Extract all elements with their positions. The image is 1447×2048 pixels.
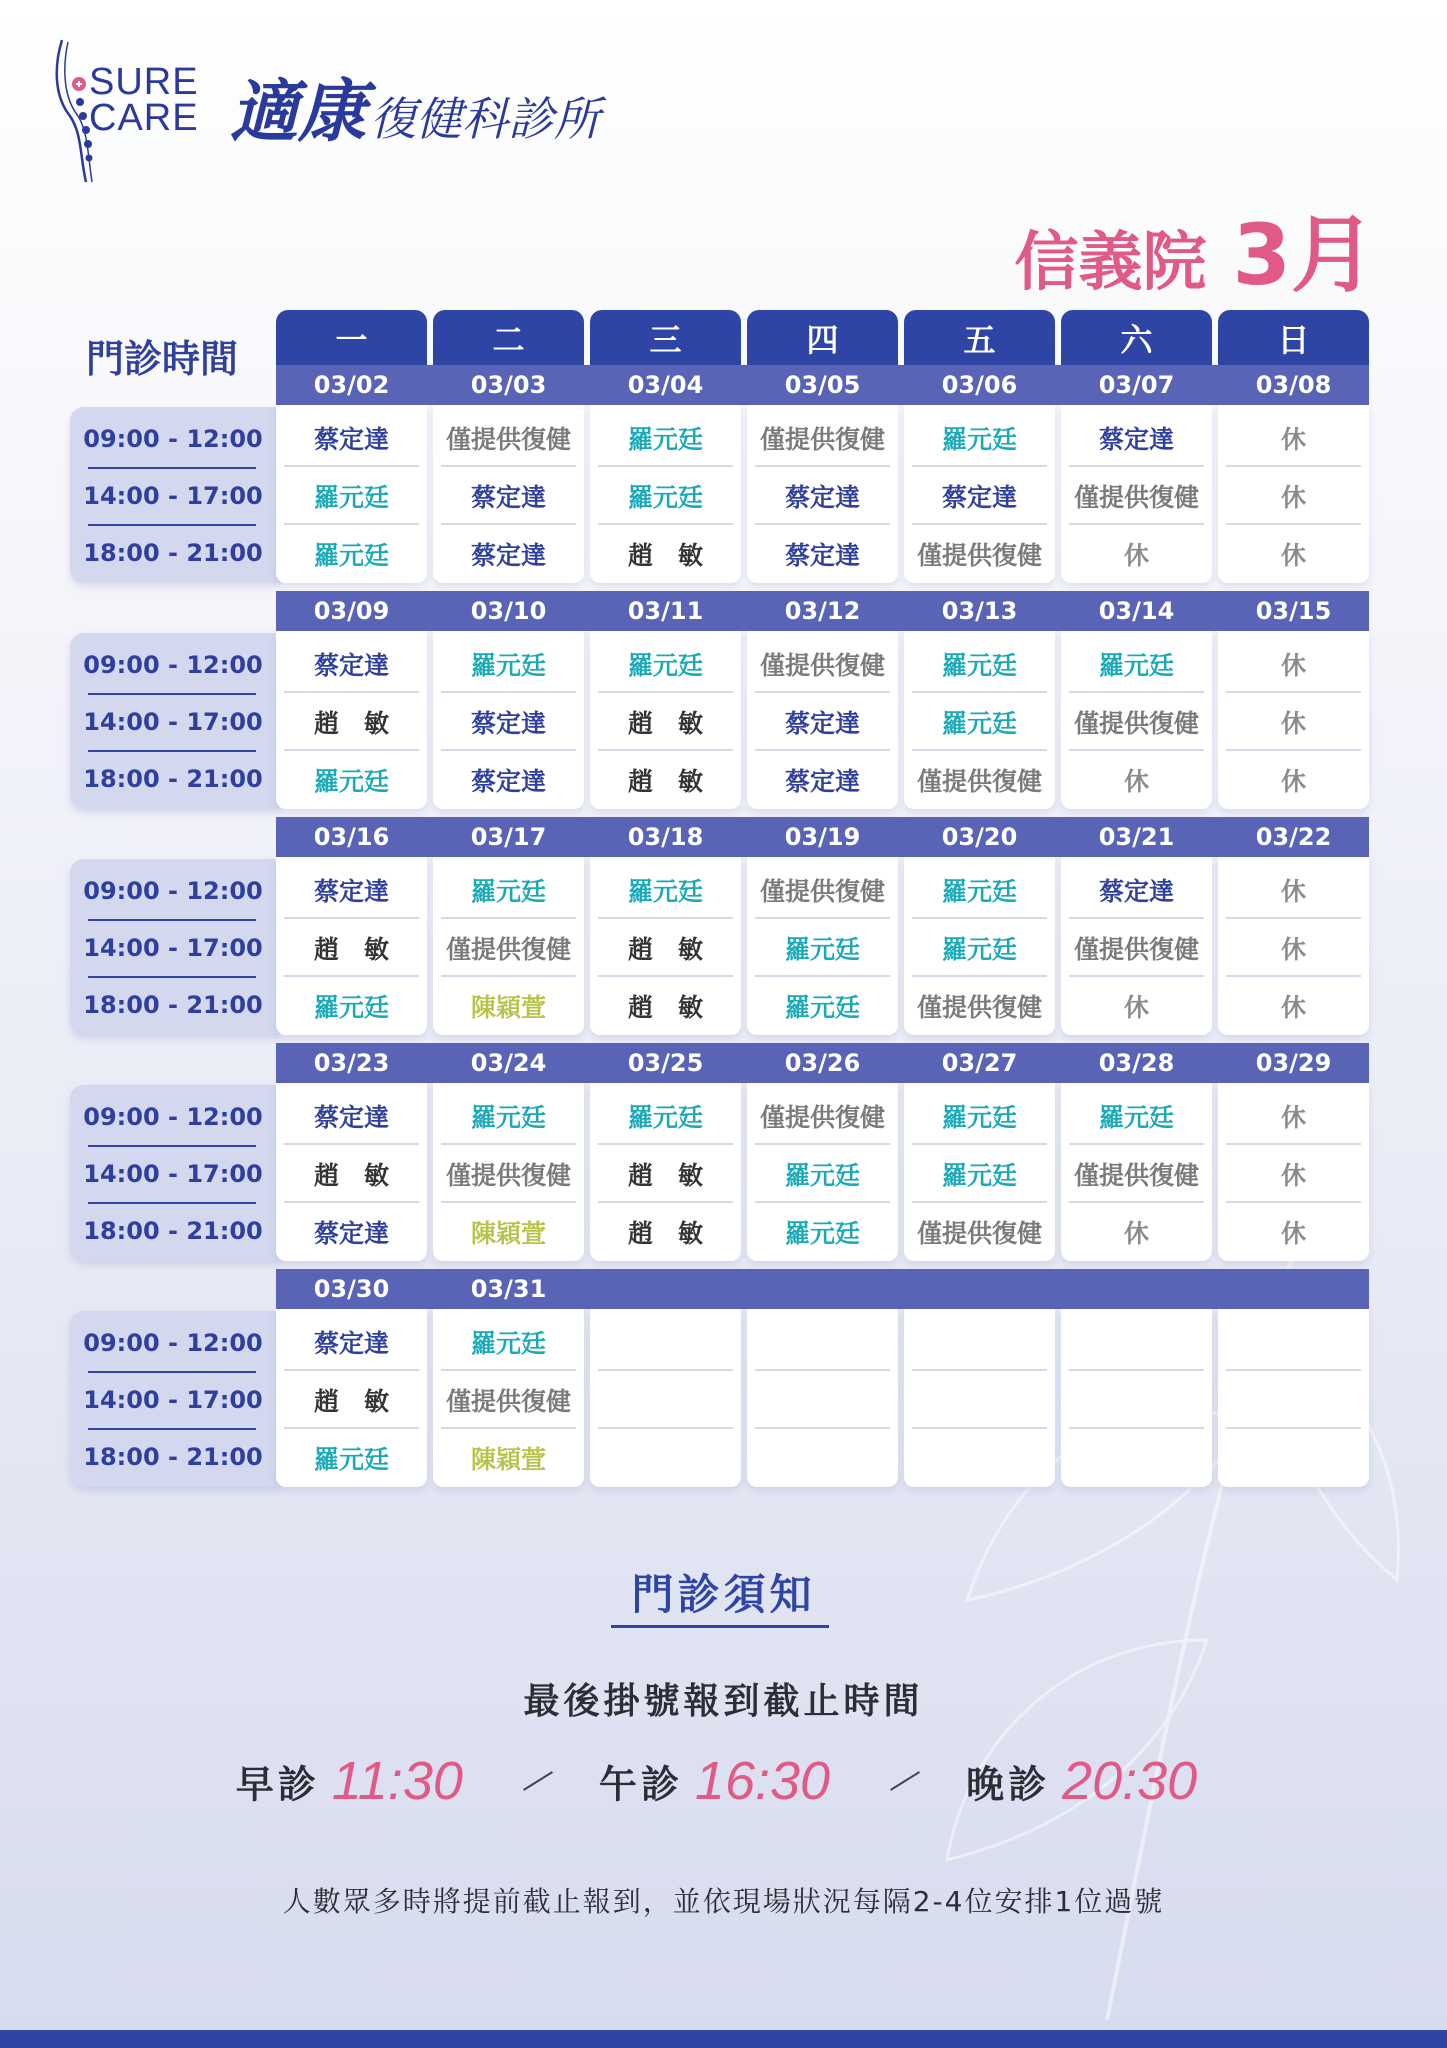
day-schedule-card xyxy=(1218,631,1369,809)
doctor-slot: 蔡定達 xyxy=(276,409,427,466)
date-cell: 03/09 xyxy=(313,597,390,625)
day-schedule-card xyxy=(1218,1083,1369,1261)
time-slot-label: 09:00 - 12:00 xyxy=(83,1328,263,1357)
date-cell xyxy=(747,1269,898,1309)
time-slot-label: 14:00 - 17:00 xyxy=(83,1159,263,1188)
notice-note: 人數眾多時將提前截止報到，並依現場狀況每隔2-4位安排1位過號 xyxy=(282,1885,1165,1918)
doctor-slot xyxy=(1218,1371,1369,1428)
weekday-header: 五 xyxy=(904,310,1055,365)
doctor-slot: 羅元廷 xyxy=(590,1087,741,1144)
doctor-slot xyxy=(1061,1429,1212,1486)
day-schedule-card xyxy=(1061,405,1212,583)
date-cell: 03/24 xyxy=(470,1049,547,1077)
day-schedule-card xyxy=(1061,1083,1212,1261)
doctor-slot: 羅元廷 xyxy=(904,919,1055,976)
day-schedule-card xyxy=(747,631,898,809)
doctor-slot: 僅提供復健 xyxy=(747,635,898,692)
notice-title: 門診須知 xyxy=(631,1570,816,1619)
day-schedule-card xyxy=(904,1309,1055,1487)
date-cell: 03/04 xyxy=(627,371,704,399)
doctor-slot: 羅元廷 xyxy=(1061,1087,1212,1144)
time-column xyxy=(70,859,280,1035)
day-schedule-card xyxy=(1218,857,1369,1035)
doctor-slot: 羅元廷 xyxy=(313,1444,389,1474)
doctor-slot: 休 xyxy=(1218,467,1369,524)
doctor-slot: 蔡定達 xyxy=(747,693,898,750)
doctor-slot: 羅元廷 xyxy=(590,467,741,524)
date-cell: 03/16 xyxy=(313,823,390,851)
date-cell: 03/27 xyxy=(941,1049,1018,1077)
doctor-slot: 羅元廷 xyxy=(747,1145,898,1202)
doctor-slot: 蔡定達 xyxy=(433,467,584,524)
evening-label: 晚診 xyxy=(966,1762,1051,1807)
doctor-slot xyxy=(1218,1313,1369,1370)
doctor-slot: 僅提供復健 xyxy=(433,409,584,466)
doctor-slot: 僅提供復健 xyxy=(433,1371,584,1428)
day-schedule-card xyxy=(590,405,741,583)
date-cell: 03/22 xyxy=(1255,823,1332,851)
cutoff-times xyxy=(0,1750,1447,1812)
date-cell: 03/18 xyxy=(627,823,704,851)
doctor-slot: 羅元廷 xyxy=(433,861,584,918)
doctor-slot: 蔡定達 xyxy=(1061,409,1212,466)
date-cell: 03/06 xyxy=(941,371,1018,399)
weekday-header: 日 xyxy=(1218,310,1369,365)
day-schedule-card xyxy=(276,857,427,1035)
logo-chinese xyxy=(230,58,600,155)
doctor-slot xyxy=(590,1313,741,1370)
day-schedule-card xyxy=(904,857,1055,1035)
evening-time: 20:30 xyxy=(1062,1751,1198,1811)
doctor-slot: 趙 敏 xyxy=(590,1145,741,1202)
doctor-slot: 僅提供復健 xyxy=(1061,467,1212,524)
date-cell xyxy=(904,1269,1055,1309)
date-cell: 03/23 xyxy=(313,1049,390,1077)
time-slot-label: 09:00 - 12:00 xyxy=(83,1102,263,1131)
doctor-slot xyxy=(904,1371,1055,1428)
date-cell: 03/10 xyxy=(470,597,547,625)
doctor-slot: 蔡定達 xyxy=(276,1313,427,1370)
doctor-slot: 羅元廷 xyxy=(313,540,389,570)
date-cell: 03/21 xyxy=(1098,823,1175,851)
weekday-header: 六 xyxy=(1061,310,1212,365)
weekday-header: 一 xyxy=(276,310,427,365)
time-slot-label: 09:00 - 12:00 xyxy=(83,876,263,905)
doctor-slot: 休 xyxy=(1218,1087,1369,1144)
doctor-slot xyxy=(1218,1429,1369,1486)
weekday-header: 四 xyxy=(747,310,898,365)
doctor-slot: 羅元廷 xyxy=(904,409,1055,466)
doctor-slot: 羅元廷 xyxy=(784,992,860,1022)
day-schedule-card xyxy=(747,1309,898,1487)
doctor-slot xyxy=(747,1429,898,1486)
day-schedule-card xyxy=(590,1309,741,1487)
doctor-slot: 休 xyxy=(1280,766,1306,796)
day-schedule-card xyxy=(747,857,898,1035)
time-slot-label: 18:00 - 21:00 xyxy=(83,1442,263,1471)
doctor-slot: 蔡定達 xyxy=(276,635,427,692)
doctor-slot: 趙 敏 xyxy=(276,693,427,750)
day-schedule-card xyxy=(590,1083,741,1261)
doctor-slot: 蔡定達 xyxy=(276,1087,427,1144)
doctor-slot xyxy=(590,1429,741,1486)
date-cell: 03/05 xyxy=(784,371,861,399)
doctor-slot: 趙 敏 xyxy=(276,919,427,976)
doctor-slot: 羅元廷 xyxy=(904,861,1055,918)
time-slot-label: 14:00 - 17:00 xyxy=(83,481,263,510)
doctor-slot: 羅元廷 xyxy=(433,1087,584,1144)
doctor-slot: 休 xyxy=(1218,409,1369,466)
date-row xyxy=(276,365,1369,405)
doctor-slot: 蔡定達 xyxy=(433,693,584,750)
date-cell: 03/11 xyxy=(627,597,704,625)
afternoon-time: 16:30 xyxy=(694,1751,831,1811)
doctor-slot: 趙 敏 xyxy=(276,1145,427,1202)
logo-en-line2: CARE xyxy=(89,97,199,139)
day-schedule-card xyxy=(1061,1309,1212,1487)
day-schedule-card xyxy=(433,1083,584,1261)
doctor-slot: 趙 敏 xyxy=(590,693,741,750)
doctor-slot: 僅提供復健 xyxy=(916,992,1042,1022)
day-schedule-card xyxy=(276,1309,427,1487)
doctor-slot: 羅元廷 xyxy=(590,409,741,466)
doctor-slot: 羅元廷 xyxy=(276,467,427,524)
doctor-slot xyxy=(1061,1371,1212,1428)
doctor-slot: 羅元廷 xyxy=(313,992,389,1022)
doctor-slot: 陳穎萱 xyxy=(470,1444,546,1474)
clinic-logo xyxy=(52,36,672,186)
branch-month: 3月 xyxy=(1232,206,1375,304)
doctor-slot: 羅元廷 xyxy=(590,635,741,692)
date-row xyxy=(276,591,1369,631)
logo-en-line1: SURE xyxy=(89,61,199,103)
date-cell: 03/26 xyxy=(784,1049,861,1077)
doctor-slot: 蔡定達 xyxy=(313,1218,389,1248)
time-column xyxy=(70,633,280,809)
afternoon-label: 午診 xyxy=(598,1762,683,1807)
day-schedule-card xyxy=(590,631,741,809)
doctor-slot: 休 xyxy=(1123,766,1149,796)
doctor-slot: 羅元廷 xyxy=(904,1145,1055,1202)
doctor-slot xyxy=(590,1371,741,1428)
doctor-slot: 休 xyxy=(1123,1218,1149,1248)
doctor-slot: 蔡定達 xyxy=(784,540,860,570)
doctor-slot: 僅提供復健 xyxy=(916,540,1042,570)
date-cell: 03/07 xyxy=(1098,371,1175,399)
day-schedule-card xyxy=(1218,1309,1369,1487)
day-schedule-card xyxy=(433,405,584,583)
time-column xyxy=(70,407,280,583)
date-cell: 03/14 xyxy=(1098,597,1175,625)
doctor-slot: 羅元廷 xyxy=(904,693,1055,750)
doctor-slot: 僅提供復健 xyxy=(747,861,898,918)
doctor-slot: 僅提供復健 xyxy=(433,1145,584,1202)
day-schedule-card xyxy=(747,405,898,583)
date-cell: 03/25 xyxy=(627,1049,704,1077)
doctor-slot: 羅元廷 xyxy=(904,1087,1055,1144)
date-cell: 03/29 xyxy=(1255,1049,1332,1077)
doctor-slot: 羅元廷 xyxy=(904,635,1055,692)
doctor-slot xyxy=(904,1313,1055,1370)
branch-name: 信義院 xyxy=(1014,226,1207,300)
doctor-slot: 蔡定達 xyxy=(1061,861,1212,918)
doctor-slot: 羅元廷 xyxy=(784,1218,860,1248)
date-cell: 03/02 xyxy=(313,371,390,399)
doctor-slot: 羅元廷 xyxy=(747,919,898,976)
time-slot-label: 18:00 - 21:00 xyxy=(83,538,263,567)
doctor-slot: 羅元廷 xyxy=(590,861,741,918)
day-schedule-card xyxy=(433,857,584,1035)
date-cell: 03/03 xyxy=(470,371,547,399)
doctor-slot xyxy=(747,1371,898,1428)
doctor-slot: 羅元廷 xyxy=(1061,635,1212,692)
bottom-bar xyxy=(0,2030,1447,2048)
time-column xyxy=(70,1311,280,1487)
doctor-slot: 蔡定達 xyxy=(276,861,427,918)
time-column xyxy=(70,1085,280,1261)
slash-divider xyxy=(890,1771,920,1791)
day-schedule-card xyxy=(1061,857,1212,1035)
logo-zh-big: 適康 xyxy=(230,72,367,152)
doctor-slot: 陳穎萱 xyxy=(470,992,546,1022)
doctor-slot: 休 xyxy=(1218,693,1369,750)
weekday-header: 二 xyxy=(433,310,584,365)
date-cell: 03/20 xyxy=(941,823,1018,851)
date-cell: 03/30 xyxy=(313,1275,390,1303)
weekday-header: 三 xyxy=(590,310,741,365)
doctor-slot: 休 xyxy=(1280,1218,1306,1248)
date-row xyxy=(276,817,1369,857)
date-cell: 03/17 xyxy=(470,823,547,851)
doctor-slot: 休 xyxy=(1218,919,1369,976)
time-slot-label: 18:00 - 21:00 xyxy=(83,1216,263,1245)
clinic-hours-label: 門診時間 xyxy=(86,337,239,381)
time-slot-label: 14:00 - 17:00 xyxy=(83,707,263,736)
doctor-slot: 僅提供復健 xyxy=(433,919,584,976)
date-cell xyxy=(590,1269,741,1309)
doctor-slot: 休 xyxy=(1123,992,1149,1022)
doctor-slot: 羅元廷 xyxy=(313,766,389,796)
date-cell: 03/28 xyxy=(1098,1049,1175,1077)
morning-label: 早診 xyxy=(235,1762,320,1807)
doctor-slot: 趙 敏 xyxy=(590,919,741,976)
time-slot-label: 14:00 - 17:00 xyxy=(83,933,263,962)
doctor-slot: 休 xyxy=(1218,861,1369,918)
doctor-slot: 趙 敏 xyxy=(276,1371,427,1428)
day-schedule-card xyxy=(276,1083,427,1261)
day-schedule-card xyxy=(276,631,427,809)
doctor-slot xyxy=(747,1313,898,1370)
doctor-slot: 陳穎萱 xyxy=(470,1218,546,1248)
doctor-slot: 趙 敏 xyxy=(627,766,703,796)
date-cell: 03/19 xyxy=(784,823,861,851)
date-cell: 03/13 xyxy=(941,597,1018,625)
doctor-slot: 蔡定達 xyxy=(904,467,1055,524)
doctor-slot: 蔡定達 xyxy=(470,540,546,570)
doctor-slot: 休 xyxy=(1123,540,1149,570)
doctor-slot: 休 xyxy=(1280,992,1306,1022)
date-cell xyxy=(1218,1269,1369,1309)
doctor-slot: 休 xyxy=(1280,540,1306,570)
time-slot-label: 09:00 - 12:00 xyxy=(83,424,263,453)
branch-title xyxy=(1015,188,1375,309)
logo-english xyxy=(89,61,199,139)
doctor-slot: 僅提供復健 xyxy=(747,1087,898,1144)
doctor-slot: 僅提供復健 xyxy=(1061,919,1212,976)
slash-divider xyxy=(523,1771,553,1791)
date-row xyxy=(276,1043,1369,1083)
doctor-slot: 趙 敏 xyxy=(627,1218,703,1248)
day-schedule-card xyxy=(433,631,584,809)
doctor-slot: 趙 敏 xyxy=(627,540,703,570)
time-slot-label: 18:00 - 21:00 xyxy=(83,990,263,1019)
doctor-slot: 蔡定達 xyxy=(784,766,860,796)
date-cell xyxy=(1061,1269,1212,1309)
doctor-slot xyxy=(1061,1313,1212,1370)
day-schedule-card xyxy=(747,1083,898,1261)
date-cell: 03/15 xyxy=(1255,597,1332,625)
doctor-slot xyxy=(904,1429,1055,1486)
day-schedule-card xyxy=(1061,631,1212,809)
day-schedule-card xyxy=(904,405,1055,583)
morning-time: 11:30 xyxy=(331,1751,463,1811)
time-slot-label: 09:00 - 12:00 xyxy=(83,650,263,679)
doctor-slot: 蔡定達 xyxy=(747,467,898,524)
doctor-slot: 休 xyxy=(1218,1145,1369,1202)
doctor-slot: 僅提供復健 xyxy=(1061,1145,1212,1202)
notice-underline xyxy=(611,1625,829,1628)
cutoff-title: 最後掛號報到截止時間 xyxy=(523,1681,924,1722)
doctor-slot: 僅提供復健 xyxy=(747,409,898,466)
day-schedule-card xyxy=(904,631,1055,809)
time-slot-label: 18:00 - 21:00 xyxy=(83,764,263,793)
date-cell: 03/31 xyxy=(470,1275,547,1303)
time-slot-label: 14:00 - 17:00 xyxy=(83,1385,263,1414)
doctor-slot: 趙 敏 xyxy=(627,992,703,1022)
day-schedule-card xyxy=(1218,405,1369,583)
date-row xyxy=(276,1269,1369,1309)
doctor-slot: 蔡定達 xyxy=(470,766,546,796)
date-cell: 03/12 xyxy=(784,597,861,625)
doctor-slot: 僅提供復健 xyxy=(916,1218,1042,1248)
day-schedule-card xyxy=(904,1083,1055,1261)
day-schedule-card xyxy=(276,405,427,583)
date-cell: 03/08 xyxy=(1255,371,1332,399)
day-schedule-card xyxy=(433,1309,584,1487)
doctor-slot: 休 xyxy=(1218,635,1369,692)
day-schedule-card xyxy=(590,857,741,1035)
doctor-slot: 僅提供復健 xyxy=(916,766,1042,796)
doctor-slot: 羅元廷 xyxy=(433,635,584,692)
doctor-slot: 僅提供復健 xyxy=(1061,693,1212,750)
logo-zh-small: 復健科診所 xyxy=(370,92,601,146)
doctor-slot: 羅元廷 xyxy=(433,1313,584,1370)
